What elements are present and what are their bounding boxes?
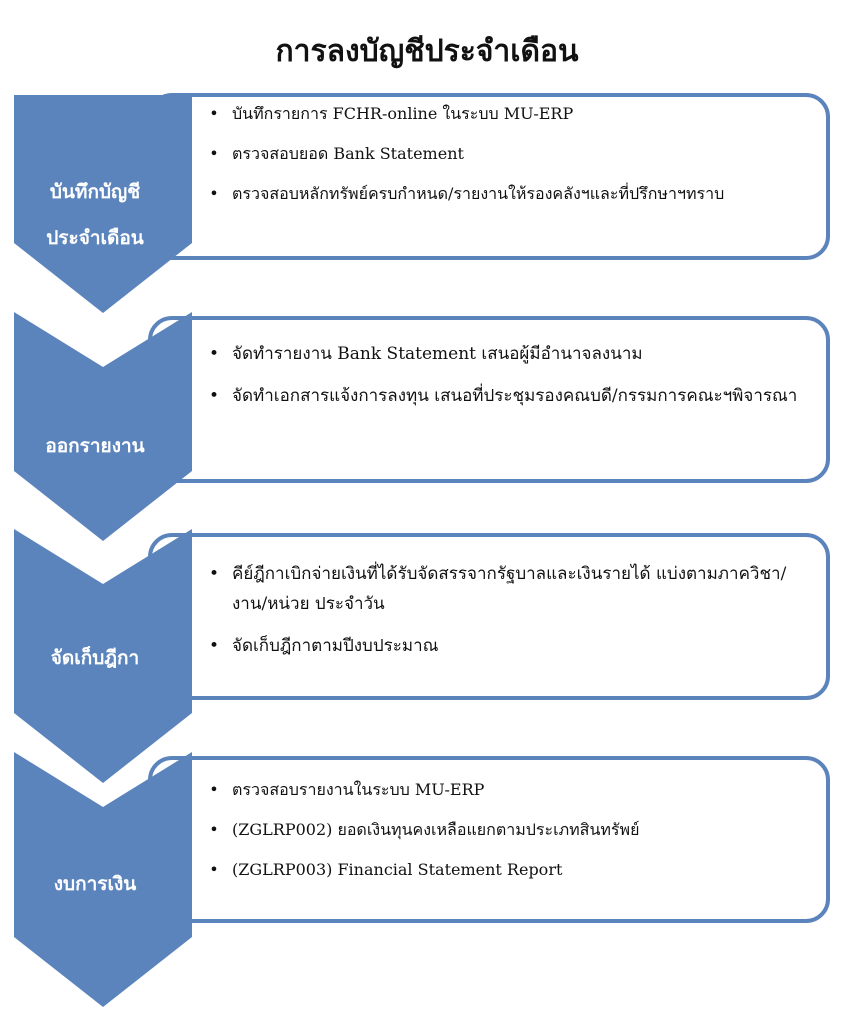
- bullet-icon: •: [209, 184, 219, 203]
- list-item: • ตรวจสอบหลักทรัพย์ครบกำหนด/รายงานให้รองคลังฯและที่ปรึกษาฯทราบ: [200, 180, 820, 208]
- list-item: • คีย์ฎีกาเบิกจ่ายเงินที่ได้รับจัดสรรจากรัฐบาลและเงินรายได้ แบ่งตามภาควิชา/งาน/หน่วย ประจำวัน: [200, 560, 820, 620]
- list-item: • จัดเก็บฎีกาตามปีงบประมาณ: [200, 632, 820, 662]
- list-item: • (ZGLRP003) Financial Statement Report: [200, 856, 820, 884]
- stage-2-content: [200, 340, 820, 424]
- stage-2-label: [14, 428, 176, 464]
- page-title: การลงบัญชีประจำเดือน: [275, 34, 579, 69]
- stage-2-label-line-1: ออกรายงาน: [45, 435, 145, 457]
- bullet-icon: •: [208, 564, 220, 584]
- stage-2-chevron: [14, 312, 192, 541]
- stage-3-content: [200, 560, 820, 673]
- list-item: • จัดทำเอกสารแจ้งการลงทุน เสนอที่ประชุมรองคณบดี/กรรมการคณะฯพิจารณา: [200, 382, 820, 412]
- bullet-icon: •: [209, 104, 219, 123]
- list-item: • ตรวจสอบยอด Bank Statement: [200, 140, 820, 168]
- stage-3-label-line-1: จัดเก็บฎีกา: [50, 647, 140, 669]
- bullet-icon: •: [208, 385, 220, 406]
- bullet-icon: •: [208, 344, 220, 364]
- stage-3-label: [14, 640, 176, 676]
- list-item: • จัดทำรายงาน Bank Statement เสนอผู้มีอำนาจลงนาม: [200, 340, 820, 370]
- bullet-icon: •: [209, 144, 219, 163]
- stage-1-label: [14, 174, 176, 256]
- list-item: • (ZGLRP002) ยอดเงินทุนคงเหลือแยกตามประเภทสินทรัพย์: [200, 816, 820, 844]
- bullet-icon: •: [209, 780, 219, 799]
- bullet-icon: •: [209, 860, 219, 879]
- list-item: • บันทึกรายการ FCHR-online ในระบบ MU-ERP: [200, 100, 820, 128]
- list-item: • ตรวจสอบรายงานในระบบ MU-ERP: [200, 776, 820, 804]
- stage-1-label-line-2: ประจำเดือน: [46, 227, 144, 250]
- bullet-icon: •: [208, 635, 220, 656]
- stage-4-content: [200, 776, 820, 896]
- stage-4-label-line-1: งบการเงิน: [53, 873, 137, 895]
- stage-1-content: [200, 100, 820, 220]
- bullet-icon: •: [209, 820, 219, 839]
- stage-4-label: [14, 866, 176, 902]
- stage-1-label-line-1: บันทึกบัญชี: [49, 181, 141, 203]
